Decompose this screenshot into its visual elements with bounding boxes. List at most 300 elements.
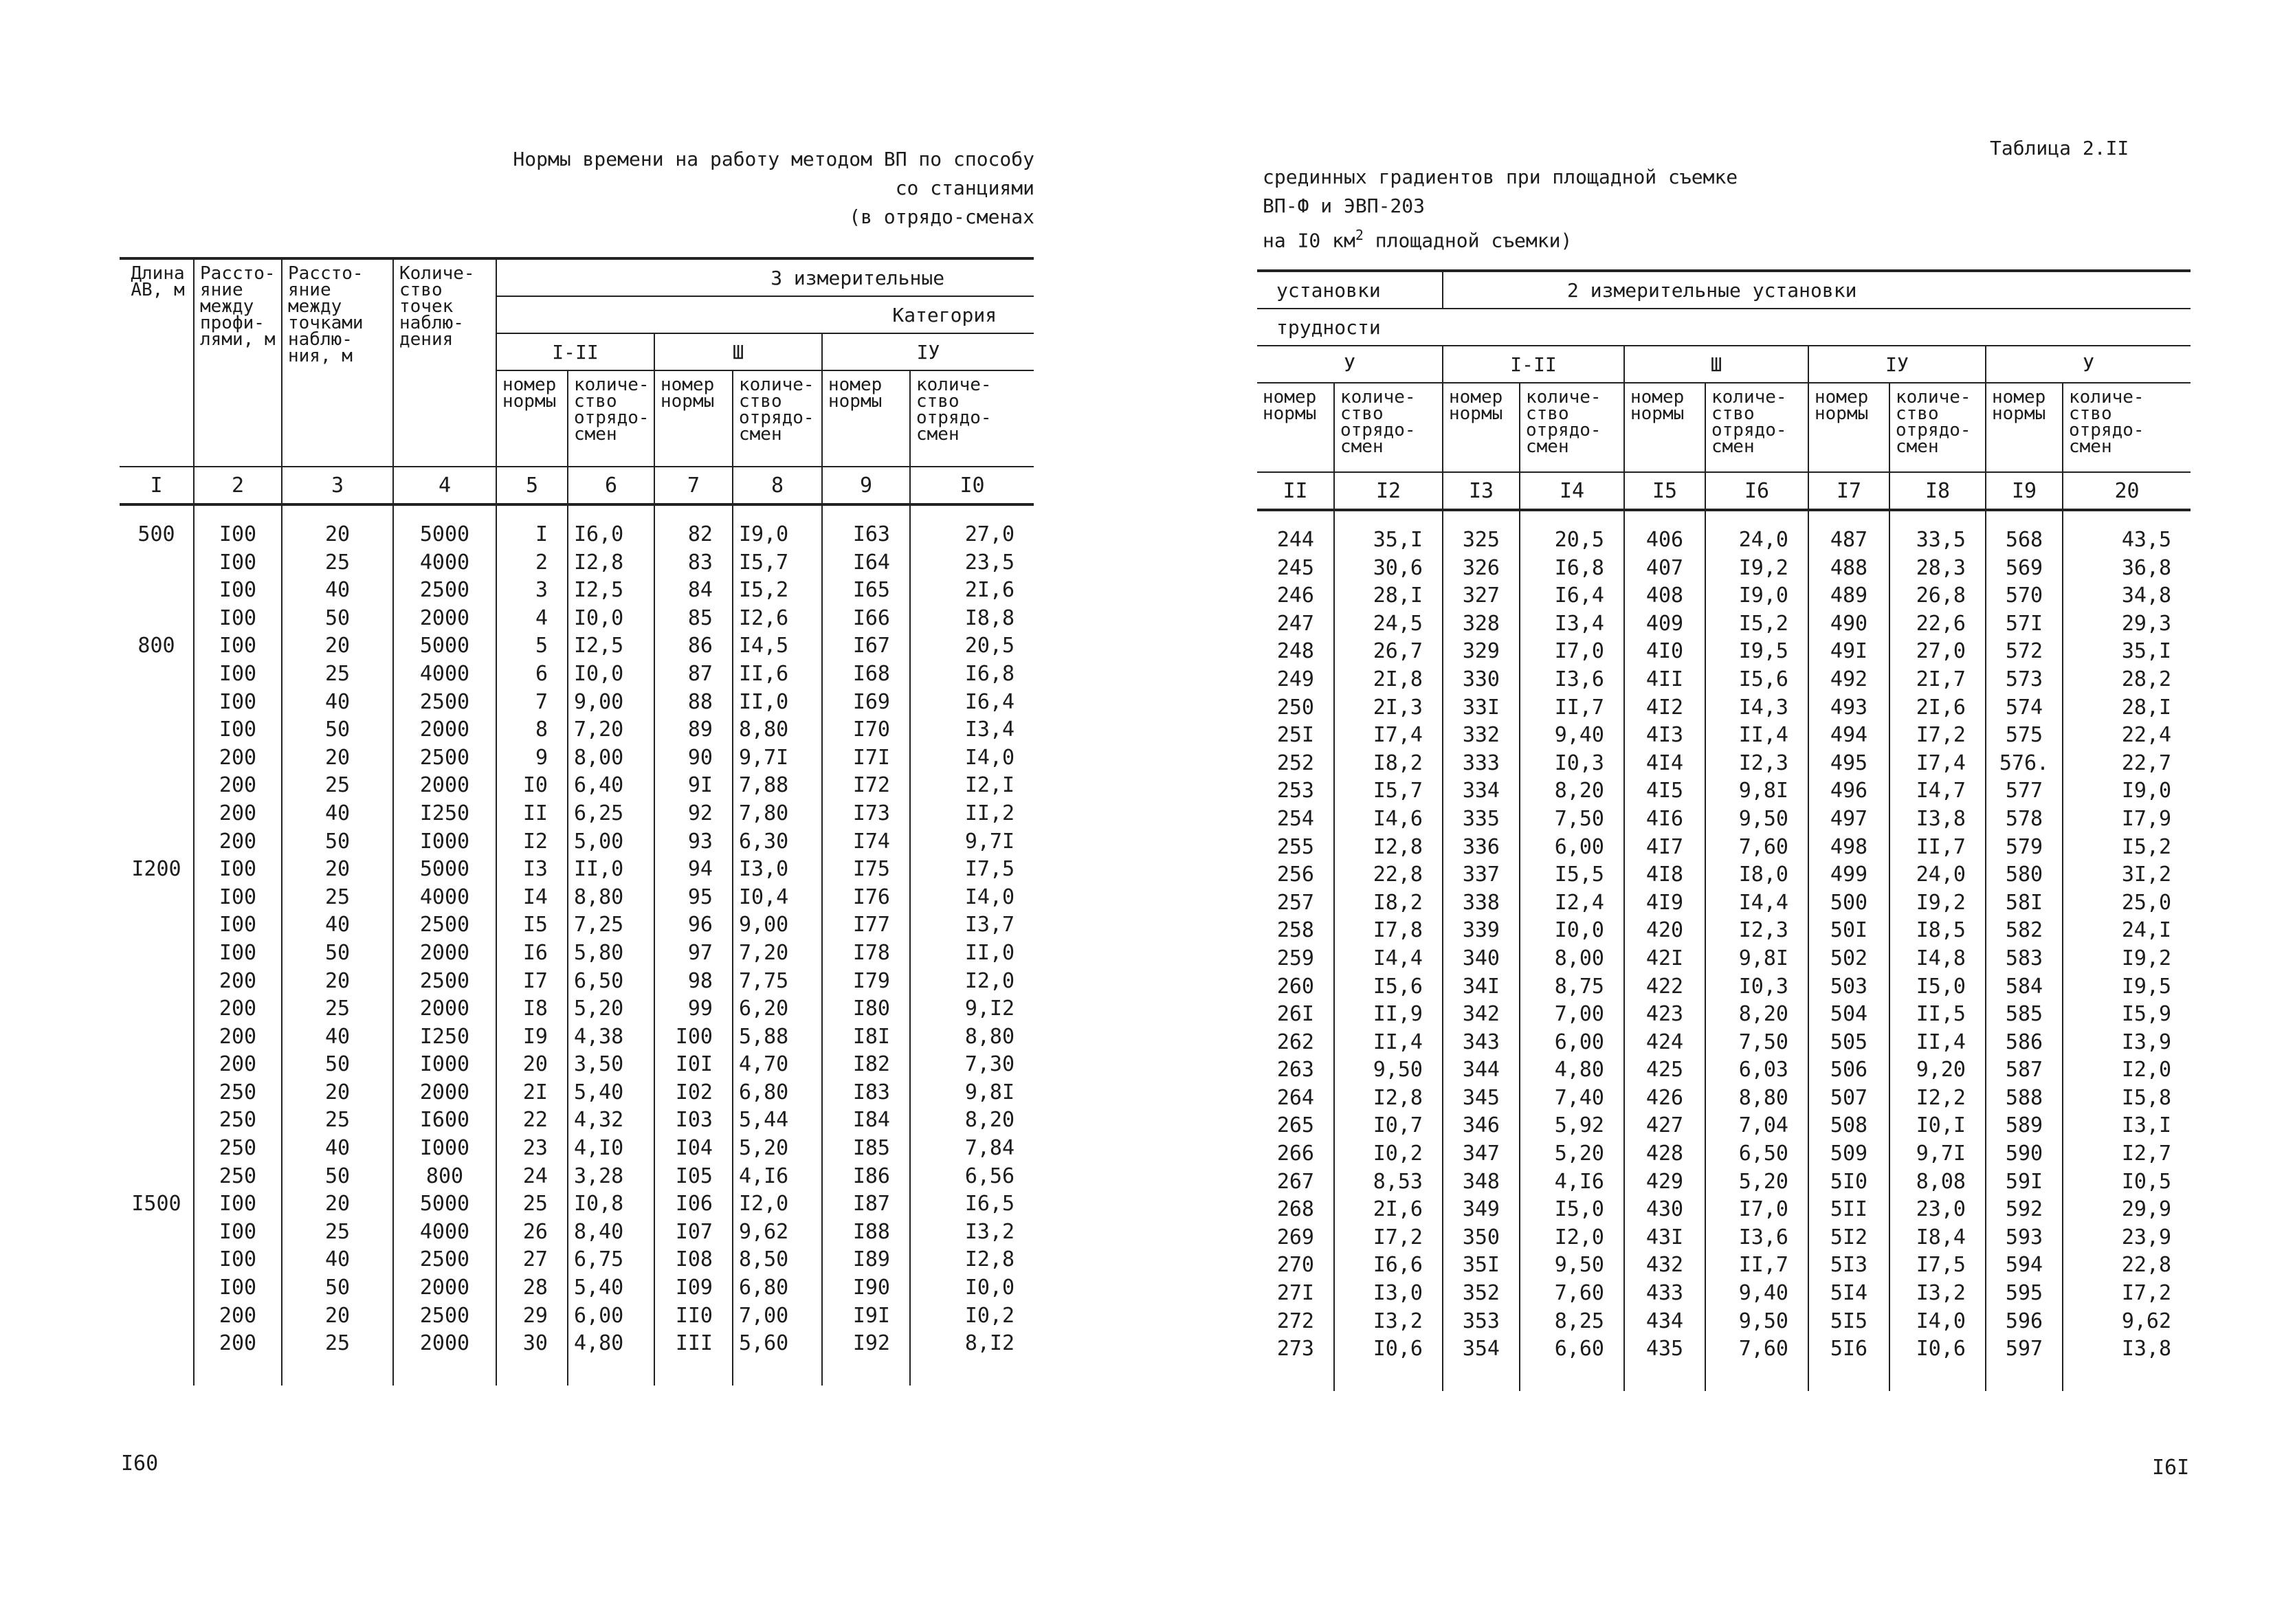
table-cell: 50 xyxy=(282,716,393,744)
table-cell: 40 xyxy=(282,689,393,717)
table-cell: 28 xyxy=(496,1274,568,1302)
table-cell: 500 xyxy=(137,522,175,546)
table-cell: 9,50 xyxy=(1705,805,1808,834)
table-cell: 5,20 xyxy=(568,995,654,1023)
table-cell: I5,0 xyxy=(1889,973,1986,1001)
table-cell: 594 xyxy=(1986,1252,2063,1280)
table-cell: 29,9 xyxy=(2063,1196,2191,1224)
table-cell: I00 xyxy=(194,939,282,968)
table-cell: 26I xyxy=(1276,1002,1314,1027)
table-cell: 247 xyxy=(1276,611,1314,636)
table-cell: 7,60 xyxy=(1705,1335,1808,1364)
table-cell: I0,5 xyxy=(2063,1168,2191,1197)
table-cell: 27I xyxy=(1276,1281,1314,1306)
table-cell: II,7 xyxy=(1705,1252,1808,1280)
table-cell: I4 xyxy=(496,884,568,912)
table-cell: 20 xyxy=(282,744,393,772)
table-cell: 5I4 xyxy=(1808,1280,1889,1308)
table-cell: 88 xyxy=(654,689,733,717)
table-cell: 2000 xyxy=(393,939,496,968)
table-cell: 200 xyxy=(194,744,282,772)
table-cell: 494 xyxy=(1808,722,1889,750)
table-cell: 4,32 xyxy=(568,1106,654,1135)
table-cell xyxy=(120,828,194,856)
table-cell: 25 xyxy=(282,549,393,577)
table-cell: I00 xyxy=(194,632,282,660)
table-cell: 260 xyxy=(1276,974,1314,999)
table-cell: 252 xyxy=(1276,750,1314,775)
column-number: 20 xyxy=(2063,472,2191,510)
table-cell: 22,4 xyxy=(2063,722,2191,750)
table-cell: I5,0 xyxy=(1520,1196,1624,1224)
table-cell: 8,00 xyxy=(1520,945,1624,973)
table-row xyxy=(120,939,1034,968)
table-row xyxy=(120,884,1034,912)
table-cell: 496 xyxy=(1808,777,1889,805)
table-cell: 9,50 xyxy=(1520,1252,1624,1280)
category-1-2-header: I-II xyxy=(1443,346,1624,383)
table-cell: I8,5 xyxy=(1889,917,1986,945)
table-cell: 28,I xyxy=(1334,582,1443,610)
table-cell: I3,2 xyxy=(1889,1280,1986,1308)
table-cell: I7,5 xyxy=(910,856,1034,884)
table-cell: 497 xyxy=(1808,805,1889,834)
table-cell: 505 xyxy=(1808,1029,1889,1057)
table-row xyxy=(1257,1224,2191,1252)
table-cell: 428 xyxy=(1624,1140,1705,1168)
table-cell: I82 xyxy=(822,1051,910,1079)
norm-number-header: номер нормы xyxy=(1443,383,1520,472)
table-cell: 8,40 xyxy=(568,1219,654,1247)
column-number: 9 xyxy=(822,467,910,504)
table-cell: 2500 xyxy=(393,1302,496,1331)
table-cell: 250 xyxy=(194,1079,282,1107)
table-cell: 2I,8 xyxy=(1334,666,1443,694)
table-cell: I250 xyxy=(393,1023,496,1052)
column-number: 4 xyxy=(393,467,496,504)
table-cell: 50I xyxy=(1808,917,1889,945)
table-cell: 3I,2 xyxy=(2063,861,2191,889)
table-cell: I0,3 xyxy=(1520,750,1624,778)
table-cell: I65 xyxy=(822,577,910,605)
table-cell: I000 xyxy=(393,1135,496,1163)
table-cell: 258 xyxy=(1276,918,1314,943)
table-cell: I2,3 xyxy=(1705,750,1808,778)
column-number: I2 xyxy=(1334,472,1443,510)
table-cell: 29,3 xyxy=(2063,610,2191,638)
table-cell: 5000 xyxy=(393,632,496,660)
table-row xyxy=(120,605,1034,633)
table-cell: 29 xyxy=(496,1302,568,1331)
table-row xyxy=(120,968,1034,996)
table-cell: I7,9 xyxy=(2063,805,2191,834)
table-cell: I64 xyxy=(822,549,910,577)
table-cell: I4,0 xyxy=(910,744,1034,772)
table-cell: 270 xyxy=(1276,1253,1314,1278)
table-cell: 6,56 xyxy=(910,1163,1034,1191)
table-cell: 20 xyxy=(282,632,393,660)
table-cell: I0,0 xyxy=(910,1274,1034,1302)
table-cell xyxy=(120,1163,194,1191)
table-cell: 5I0 xyxy=(1808,1168,1889,1197)
table-cell: 508 xyxy=(1808,1112,1889,1140)
table-cell: I72 xyxy=(822,772,910,800)
table-cell: 6,03 xyxy=(1705,1056,1808,1084)
table-cell: I5,6 xyxy=(1334,973,1443,1001)
table-cell: I4,4 xyxy=(1705,889,1808,917)
table-cell: 6,40 xyxy=(568,772,654,800)
table-cell: I00 xyxy=(194,1274,282,1302)
table-cell: I0,3 xyxy=(1705,973,1808,1001)
table-cell: 568 xyxy=(1986,526,2063,555)
table-cell: 50 xyxy=(282,1051,393,1079)
table-cell: 5I2 xyxy=(1808,1224,1889,1252)
table-cell xyxy=(120,939,194,968)
table-cell: 25 xyxy=(282,884,393,912)
quantity-header: количе- ство отрядо- смен xyxy=(1334,383,1443,472)
quantity-header: количе- ство отрядо- смен xyxy=(1520,383,1624,472)
table-cell: 424 xyxy=(1624,1029,1705,1057)
table-cell: 26,8 xyxy=(1889,582,1986,610)
table-cell: 499 xyxy=(1808,861,1889,889)
table-cell: I9,2 xyxy=(1889,889,1986,917)
table-row xyxy=(1257,1056,2191,1084)
table-cell: I5,2 xyxy=(2063,834,2191,862)
table-cell: I7,5 xyxy=(1889,1252,1986,1280)
column-number: I6 xyxy=(1705,472,1808,510)
table-cell: 8,50 xyxy=(733,1246,822,1274)
table-cell: 2000 xyxy=(393,1330,496,1358)
table-cell xyxy=(120,744,194,772)
table-cell: 7,80 xyxy=(733,800,822,828)
table-cell: I8,0 xyxy=(1705,861,1808,889)
table-cell: 40 xyxy=(282,577,393,605)
col-header-point-distance: Рассто- яние между точками наблю- ния, м xyxy=(282,258,393,467)
table-cell: I000 xyxy=(393,1051,496,1079)
table-cell: 86 xyxy=(654,632,733,660)
table-cell: 259 xyxy=(1276,946,1314,970)
table-cell: I3,9 xyxy=(2063,1029,2191,1057)
table-cell: 335 xyxy=(1443,805,1520,834)
table-cell: 9,62 xyxy=(2063,1308,2191,1336)
table-cell: 263 xyxy=(1276,1058,1314,1082)
table-cell: I00 xyxy=(194,521,282,549)
table-cell: I67 xyxy=(822,632,910,660)
table-cell: I00 xyxy=(194,660,282,689)
table-cell: 409 xyxy=(1624,610,1705,638)
table-cell xyxy=(120,911,194,939)
table-cell: 3 xyxy=(496,577,568,605)
table-cell: 25I xyxy=(1276,723,1314,748)
table-cell: 2I,6 xyxy=(1334,1196,1443,1224)
table-cell: 348 xyxy=(1443,1168,1520,1197)
table-cell: I5,2 xyxy=(1705,610,1808,638)
table-cell: 576. xyxy=(1986,750,2063,778)
table-cell: 333 xyxy=(1443,750,1520,778)
table-cell: 26,7 xyxy=(1334,638,1443,666)
table-cell: 9I xyxy=(654,772,733,800)
table-cell: 28,I xyxy=(2063,694,2191,722)
table-cell: 506 xyxy=(1808,1056,1889,1084)
table-cell: 9,7I xyxy=(910,828,1034,856)
table-cell: I00 xyxy=(194,884,282,912)
table-cell: I2,0 xyxy=(910,968,1034,996)
table-cell: I5,5 xyxy=(1520,861,1624,889)
table-cell: 578 xyxy=(1986,805,2063,834)
table-cell: I74 xyxy=(822,828,910,856)
table-cell: I69 xyxy=(822,689,910,717)
table-cell: 492 xyxy=(1808,666,1889,694)
table-cell: 43I xyxy=(1624,1224,1705,1252)
table-cell: 7,00 xyxy=(1520,1001,1624,1029)
quantity-header: количе- ство отрядо- смен xyxy=(1705,383,1808,472)
table-cell: 6,25 xyxy=(568,800,654,828)
table-row xyxy=(1257,1252,2191,1280)
table-cell: 200 xyxy=(194,995,282,1023)
table-cell: I000 xyxy=(393,828,496,856)
table-row xyxy=(1257,1084,2191,1113)
table-cell: I3,2 xyxy=(1334,1308,1443,1336)
table-cell: 7,60 xyxy=(1705,834,1808,862)
table-cell: 503 xyxy=(1808,973,1889,1001)
table-cell: I6,5 xyxy=(910,1190,1034,1219)
table-cell: 345 xyxy=(1443,1084,1520,1113)
table-cell: I0,I xyxy=(1889,1112,1986,1140)
table-cell: 2000 xyxy=(393,1274,496,1302)
table-cell: II0 xyxy=(654,1302,733,1331)
table-label: Таблица 2.II xyxy=(1990,137,2129,159)
table-row xyxy=(1257,1196,2191,1224)
table-cell xyxy=(120,884,194,912)
table-cell: 25 xyxy=(282,772,393,800)
table-cell: 7,30 xyxy=(910,1051,1034,1079)
table-cell: 800 xyxy=(393,1163,496,1191)
table-row xyxy=(1257,917,2191,945)
table-cell: 493 xyxy=(1808,694,1889,722)
table-cell: 248 xyxy=(1276,639,1314,664)
table-cell: 85 xyxy=(654,605,733,633)
table-cell: 95 xyxy=(654,884,733,912)
table-cell: I9,2 xyxy=(1705,555,1808,583)
table-cell: 254 xyxy=(1276,806,1314,831)
table-cell: I00 xyxy=(194,716,282,744)
table-cell: I89 xyxy=(822,1246,910,1274)
table-cell: 336 xyxy=(1443,834,1520,862)
table-cell: I0,6 xyxy=(1334,1335,1443,1364)
table-cell: 9,00 xyxy=(733,911,822,939)
table-cell: 200 xyxy=(194,828,282,856)
table-cell: 577 xyxy=(1986,777,2063,805)
table-row xyxy=(120,1106,1034,1135)
table-row xyxy=(1257,1335,2191,1364)
table-cell: 35,I xyxy=(1334,526,1443,555)
table-cell: I9,2 xyxy=(2063,945,2191,973)
table-cell: 509 xyxy=(1808,1140,1889,1168)
table-cell: 50 xyxy=(282,1163,393,1191)
table-cell: I5,9 xyxy=(2063,1001,2191,1029)
table-cell: 7,00 xyxy=(733,1302,822,1331)
table-cell: 8,25 xyxy=(1520,1308,1624,1336)
norm-number-header: номер нормы xyxy=(1624,383,1705,472)
table-cell: I0 xyxy=(496,772,568,800)
column-number: I7 xyxy=(1808,472,1889,510)
table-cell: 342 xyxy=(1443,1001,1520,1029)
table-cell: 4000 xyxy=(393,660,496,689)
table-cell: 8,80 xyxy=(568,884,654,912)
table-cell: I0,2 xyxy=(1334,1140,1443,1168)
table-cell: 20 xyxy=(282,521,393,549)
table-cell: I4,3 xyxy=(1705,694,1808,722)
table-cell: 7,20 xyxy=(733,939,822,968)
table-cell: 4I9 xyxy=(1624,889,1705,917)
table-cell: 326 xyxy=(1443,555,1520,583)
table-cell: 59I xyxy=(1986,1168,2063,1197)
col-header-profile-distance: Рассто- яние между профи- лями, м xyxy=(194,258,282,467)
table-cell: 244 xyxy=(1276,528,1314,552)
table-cell: 49I xyxy=(1808,638,1889,666)
table-row xyxy=(1257,973,2191,1001)
table-cell: 4,70 xyxy=(733,1051,822,1079)
table-cell: I8,2 xyxy=(1334,750,1443,778)
table-cell: 330 xyxy=(1443,666,1520,694)
table-cell: I2,0 xyxy=(1520,1224,1624,1252)
quantity-header: количе- ство отрядо- смен xyxy=(2063,383,2191,472)
table-row xyxy=(1257,694,2191,722)
table-cell: 427 xyxy=(1624,1112,1705,1140)
table-cell: 28,3 xyxy=(1889,555,1986,583)
table-cell: I3,0 xyxy=(1334,1280,1443,1308)
column-number: 8 xyxy=(733,467,822,504)
table-cell: 592 xyxy=(1986,1196,2063,1224)
table-cell: 22,8 xyxy=(2063,1252,2191,1280)
table-cell: 23,0 xyxy=(1889,1196,1986,1224)
table-cell: 5,44 xyxy=(733,1106,822,1135)
table-cell: II,0 xyxy=(910,939,1034,968)
table-row xyxy=(1257,1029,2191,1057)
table-cell: I0I xyxy=(654,1051,733,1079)
column-number: 5 xyxy=(496,467,568,504)
table-cell: 5 xyxy=(496,632,568,660)
table-cell: 9,8I xyxy=(910,1079,1034,1107)
table-cell: I8,4 xyxy=(1889,1224,1986,1252)
table-cell: I5,6 xyxy=(1705,666,1808,694)
table-cell: I79 xyxy=(822,968,910,996)
table-cell: II xyxy=(496,800,568,828)
table-cell: II,0 xyxy=(568,856,654,884)
table-cell: 5,92 xyxy=(1520,1112,1624,1140)
table-cell: 7,20 xyxy=(568,716,654,744)
table-cell xyxy=(120,1051,194,1079)
table-cell: II,6 xyxy=(733,660,822,689)
table-cell: 22,6 xyxy=(1889,610,1986,638)
table-cell: 584 xyxy=(1986,973,2063,1001)
table-cell: I0,4 xyxy=(733,884,822,912)
table-cell: I84 xyxy=(822,1106,910,1135)
category-5b-header: У xyxy=(1986,346,2191,383)
table-cell: I86 xyxy=(822,1163,910,1191)
table-cell xyxy=(120,549,194,577)
table-cell: 4,80 xyxy=(568,1330,654,1358)
column-number: 3 xyxy=(282,467,393,504)
table-cell: 569 xyxy=(1986,555,2063,583)
table-cell: 408 xyxy=(1624,582,1705,610)
table-cell xyxy=(120,1106,194,1135)
table-cell: I6,8 xyxy=(910,660,1034,689)
table-cell: 20 xyxy=(282,856,393,884)
table-cell: 4,I6 xyxy=(733,1163,822,1191)
table-cell: 24,0 xyxy=(1889,861,1986,889)
table-cell: 343 xyxy=(1443,1029,1520,1057)
table-row xyxy=(120,632,1034,660)
table-cell: I05 xyxy=(654,1163,733,1191)
table-cell: 575 xyxy=(1986,722,2063,750)
table-cell: 22 xyxy=(496,1106,568,1135)
table-cell: I250 xyxy=(393,800,496,828)
table-cell: I85 xyxy=(822,1135,910,1163)
table-cell: 2000 xyxy=(393,605,496,633)
column-number: I3 xyxy=(1443,472,1520,510)
table-cell: 8,08 xyxy=(1889,1168,1986,1197)
table-cell: I02 xyxy=(654,1079,733,1107)
table-cell: I87 xyxy=(822,1190,910,1219)
table-cell: 425 xyxy=(1624,1056,1705,1084)
table-row xyxy=(120,1135,1034,1163)
table-cell: 269 xyxy=(1276,1225,1314,1249)
left-norms-table xyxy=(120,257,1034,1386)
table-cell: 4I7 xyxy=(1624,834,1705,862)
table-cell: I0,2 xyxy=(910,1302,1034,1331)
table-cell: I9,5 xyxy=(1705,638,1808,666)
table-cell: 500 xyxy=(1808,889,1889,917)
table-cell: I600 xyxy=(393,1106,496,1135)
table-cell: 4,I6 xyxy=(1520,1168,1624,1197)
table-cell: 595 xyxy=(1986,1280,2063,1308)
table-cell: I08 xyxy=(654,1246,733,1274)
table-cell: 582 xyxy=(1986,917,2063,945)
table-cell: 28,2 xyxy=(2063,666,2191,694)
table-cell: 9,8I xyxy=(1705,945,1808,973)
table-cell: 2000 xyxy=(393,1079,496,1107)
table-cell: 23,9 xyxy=(2063,1224,2191,1252)
table-cell: 5000 xyxy=(393,521,496,549)
table-cell: 5000 xyxy=(393,1190,496,1219)
norm-number-header: номер нормы xyxy=(1263,387,1317,424)
table-cell: 487 xyxy=(1808,526,1889,555)
table-cell: 2500 xyxy=(393,577,496,605)
table-cell: I7 xyxy=(496,968,568,996)
left-page-number: I60 xyxy=(121,1451,159,1476)
table-cell: 583 xyxy=(1986,945,2063,973)
table-cell: 25 xyxy=(282,1106,393,1135)
table-cell: 43,5 xyxy=(2063,526,2191,555)
table-cell: I4,0 xyxy=(1889,1308,1986,1336)
table-cell: I92 xyxy=(822,1330,910,1358)
table-cell: 580 xyxy=(1986,861,2063,889)
table-cell: 20,5 xyxy=(910,632,1034,660)
table-cell: I70 xyxy=(822,716,910,744)
table-cell: 4I3 xyxy=(1624,722,1705,750)
table-cell: 98 xyxy=(654,968,733,996)
table-cell: 429 xyxy=(1624,1168,1705,1197)
table-cell: I4,5 xyxy=(733,632,822,660)
table-cell: I00 xyxy=(194,605,282,633)
table-cell: 9,40 xyxy=(1520,722,1624,750)
table-cell: 7,50 xyxy=(1705,1029,1808,1057)
table-cell: I6,8 xyxy=(1520,555,1624,583)
column-number: I8 xyxy=(1889,472,1986,510)
table-cell: 34,8 xyxy=(2063,582,2191,610)
table-row xyxy=(1257,582,2191,610)
